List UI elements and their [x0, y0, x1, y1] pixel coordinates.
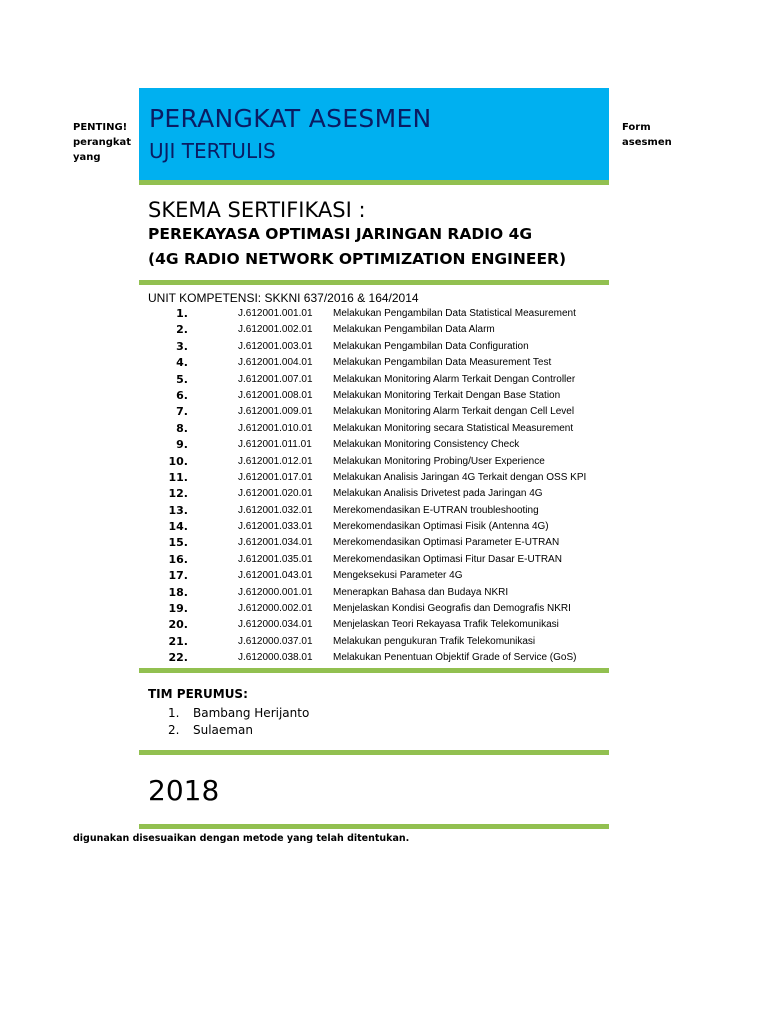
- unit-row: [139, 339, 609, 355]
- unit-row: [139, 437, 609, 453]
- unit-code: J.612001.011.01: [238, 439, 312, 451]
- unit-row: [139, 650, 609, 666]
- tim-perumus-heading: TIM PERUMUS:: [148, 687, 248, 701]
- right-note-line: Form: [622, 122, 651, 133]
- unit-row: [139, 503, 609, 519]
- unit-code: J.612001.004.01: [238, 357, 313, 369]
- skema-name-english: (4G RADIO NETWORK OPTIMIZATION ENGINEER): [148, 250, 567, 268]
- unit-code: J.612001.012.01: [238, 455, 313, 467]
- unit-code: J.612001.010.01: [238, 422, 313, 434]
- unit-title: Merekomendasikan Optimasi Fitur Dasar E-UTRAN: [333, 553, 562, 565]
- left-note-line: PENTING!: [73, 122, 128, 133]
- unit-row: [139, 355, 609, 371]
- tim-member-name: Sulaeman: [193, 723, 253, 737]
- header-banner: [139, 88, 609, 180]
- unit-number: 1.: [176, 307, 188, 320]
- document-subtitle: UJI TERTULIS: [149, 139, 276, 163]
- left-note-line: yang: [73, 152, 101, 163]
- unit-number: 12.: [168, 487, 188, 501]
- unit-row: [139, 454, 609, 470]
- unit-code: J.612001.020.01: [238, 488, 313, 500]
- unit-row: [139, 552, 609, 568]
- unit-number: 7.: [176, 405, 188, 419]
- unit-code: J.612001.003.01: [238, 340, 313, 352]
- unit-title: Merekomendasikan Optimasi Parameter E-UTRAN: [333, 537, 560, 549]
- unit-number: 9.: [176, 438, 188, 452]
- unit-title: Menjelaskan Teori Rekayasa Trafik Telekomunikasi: [333, 619, 559, 631]
- unit-code: J.612001.008.01: [238, 389, 313, 401]
- unit-title: Melakukan Pengambilan Data Measurement Test: [333, 357, 552, 369]
- unit-title: Melakukan Penentuan Objektif Grade of Service (GoS): [333, 652, 577, 664]
- unit-kompetensi-heading: UNIT KOMPETENSI: SKKNI 637/2016 & 164/2014: [148, 291, 419, 305]
- unit-row: [139, 601, 609, 617]
- unit-row: [139, 404, 609, 420]
- left-side-note: [73, 120, 133, 165]
- unit-code: J.612000.001.01: [238, 586, 313, 598]
- tim-member-number: 1.: [168, 706, 180, 720]
- unit-number: 16.: [168, 552, 188, 566]
- unit-code: J.612000.038.01: [238, 652, 313, 664]
- unit-number: 11.: [168, 470, 188, 484]
- unit-code: J.612001.032.01: [238, 504, 313, 516]
- unit-title: Merekomendasikan Optimasi Fisik (Antenna 4G): [333, 521, 549, 533]
- unit-number: 19.: [168, 602, 188, 616]
- footer-note: digunakan disesuaikan dengan metode yang telah ditentukan.: [73, 833, 410, 844]
- unit-row: [139, 617, 609, 633]
- unit-row: [139, 421, 609, 437]
- unit-kompetensi-list: [139, 306, 609, 667]
- unit-code: J.612001.033.01: [238, 521, 313, 533]
- unit-number: 21.: [168, 634, 188, 648]
- unit-row: [139, 470, 609, 486]
- unit-row: [139, 372, 609, 388]
- unit-code: J.612001.017.01: [238, 471, 313, 483]
- unit-row: [139, 585, 609, 601]
- unit-title: Melakukan Analisis Jaringan 4G Terkait dengan OSS KPI: [333, 471, 587, 483]
- unit-number: 18.: [168, 585, 188, 599]
- unit-row: [139, 535, 609, 551]
- unit-number: 13.: [168, 503, 188, 517]
- unit-title: Melakukan Monitoring Consistency Check: [333, 439, 520, 451]
- unit-code: J.612000.037.01: [238, 635, 313, 647]
- document-year: 2018: [148, 774, 220, 807]
- unit-code: J.612001.034.01: [238, 537, 313, 549]
- unit-number: 8.: [176, 421, 188, 435]
- unit-title: Melakukan Pengambilan Data Alarm: [333, 324, 495, 336]
- unit-title: Melakukan Monitoring Probing/User Experience: [333, 455, 545, 467]
- unit-number: 15.: [168, 536, 188, 550]
- unit-number: 10.: [168, 454, 188, 468]
- unit-row: [139, 634, 609, 650]
- unit-code: J.612001.035.01: [238, 553, 313, 565]
- unit-title: Melakukan pengukuran Trafik Telekomunikasi: [333, 635, 536, 647]
- unit-title: Menjelaskan Kondisi Geografis dan Demografis NKRI: [333, 603, 571, 615]
- unit-title: Melakukan Monitoring Alarm Terkait Dengan Controller: [333, 373, 576, 385]
- unit-title: Merekomendasikan E-UTRAN troubleshooting: [333, 504, 539, 516]
- right-note-line: asesmen: [622, 137, 672, 148]
- unit-title: Melakukan Monitoring Alarm Terkait dengan Cell Level: [333, 406, 575, 418]
- unit-row: [139, 322, 609, 338]
- skema-label: SKEMA SERTIFIKASI :: [148, 198, 366, 222]
- unit-title: Melakukan Analisis Drivetest pada Jaringan 4G: [333, 488, 543, 500]
- unit-code: J.612001.001.01: [238, 308, 313, 319]
- unit-row: [139, 568, 609, 584]
- divider-rule: [139, 824, 609, 829]
- skema-name: PEREKAYASA OPTIMASI JARINGAN RADIO 4G: [148, 225, 533, 243]
- divider-rule: [139, 180, 609, 185]
- unit-code: J.612001.043.01: [238, 570, 313, 582]
- unit-code: J.612001.002.01: [238, 324, 313, 336]
- unit-row: [139, 486, 609, 502]
- unit-title: Melakukan Pengambilan Data Configuration: [333, 340, 529, 352]
- unit-row: [139, 388, 609, 404]
- unit-number: 17.: [168, 569, 188, 583]
- unit-title: Mengeksekusi Parameter 4G: [333, 570, 463, 582]
- divider-rule: [139, 750, 609, 755]
- unit-number: 5.: [176, 372, 188, 386]
- unit-title: Melakukan Monitoring Terkait Dengan Base Station: [333, 389, 561, 401]
- document-title: PERANGKAT ASESMEN: [149, 104, 432, 133]
- unit-code: J.612000.002.01: [238, 603, 313, 615]
- unit-number: 4.: [176, 356, 188, 370]
- unit-number: 20.: [168, 618, 188, 632]
- unit-row: [139, 306, 609, 322]
- unit-number: 14.: [168, 520, 188, 534]
- left-note-line: perangkat: [73, 137, 132, 148]
- unit-number: 22.: [168, 651, 188, 665]
- unit-code: J.612000.034.01: [238, 619, 313, 631]
- tim-member-name: Bambang Herijanto: [193, 706, 310, 720]
- unit-title: Menerapkan Bahasa dan Budaya NKRI: [333, 586, 509, 598]
- unit-code: J.612001.007.01: [238, 373, 313, 385]
- unit-number: 6.: [176, 388, 188, 402]
- unit-number: 2.: [176, 323, 188, 337]
- right-side-note: [622, 120, 682, 150]
- unit-title: Melakukan Pengambilan Data Statistical Measurement: [333, 308, 576, 319]
- divider-rule: [139, 668, 609, 673]
- divider-rule: [139, 280, 609, 285]
- tim-member-number: 2.: [168, 723, 180, 737]
- unit-code: J.612001.009.01: [238, 406, 313, 418]
- unit-row: [139, 519, 609, 535]
- unit-number: 3.: [176, 339, 188, 353]
- unit-title: Melakukan Monitoring secara Statistical Measurement: [333, 422, 574, 434]
